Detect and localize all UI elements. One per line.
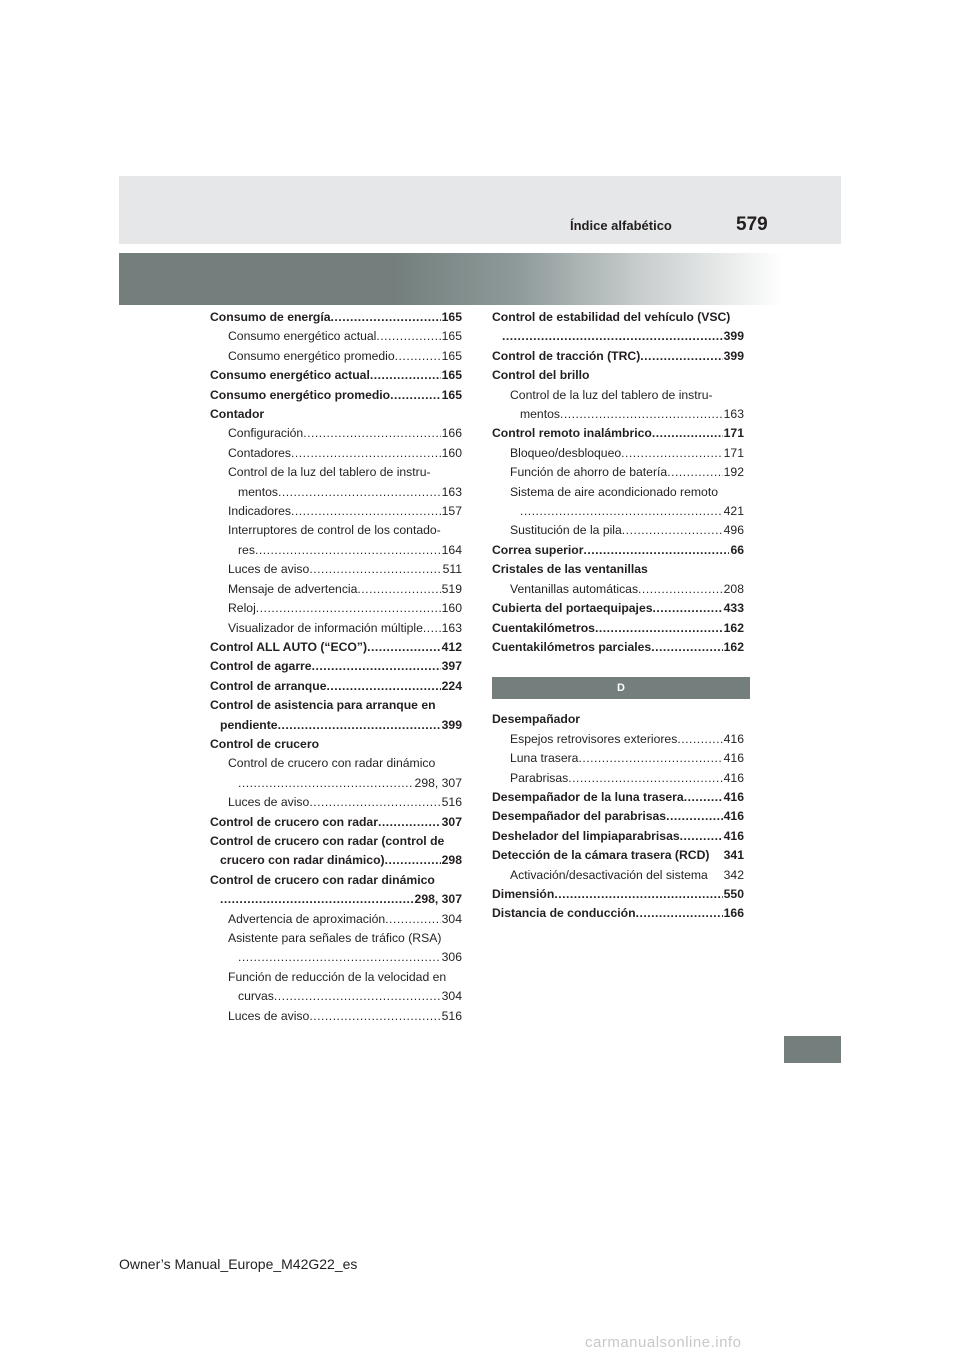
entry-text: Luna trasera [510,751,579,766]
dot-leader [312,657,441,676]
dot-leader [390,386,441,405]
page-reference: 511 [442,562,462,577]
dot-leader [303,424,440,443]
entry-text: Luces de aviso [228,562,310,577]
index-entry [492,788,744,807]
page-reference: 416 [723,731,744,746]
page-reference: 160 [441,445,462,460]
index-entry [210,405,462,424]
dot-leader [423,619,441,638]
index-entry [210,871,462,890]
index-entry [492,885,744,904]
page-reference: 160 [441,601,462,616]
page-reference: 304 [441,911,462,926]
index-subentry [210,580,462,599]
index-subentry [492,483,744,502]
entry-text: Cuentakilómetros parciales [492,639,652,654]
page-reference: 163 [723,407,744,422]
entry-text: Detección de la cámara trasera (RCD) [492,848,710,863]
index-entry [492,308,744,327]
entry-text: Control de crucero con radar [210,814,378,829]
index-entry [210,308,462,327]
page-reference: 412 [441,639,462,654]
page-reference: 171 [723,445,744,460]
index-entry-continuation [210,716,462,735]
entry-text: Ventanillas automáticas [510,581,639,596]
dot-leader [309,793,440,812]
dot-leader [238,948,441,967]
dot-leader [378,813,441,832]
entry-text: Desempañador [492,712,581,727]
dot-leader [278,483,441,502]
section-letter-band: D [492,677,750,699]
entry-text: Desempañador de la luna trasera [492,789,684,804]
entry-text: Activación/desactivación del sistema [510,867,708,882]
page-reference: 399 [723,348,744,363]
page-reference: 306 [441,950,462,965]
entry-text: Control de crucero con radar dinámico [228,756,436,771]
entry-text: Mensaje de advertencia [228,581,358,596]
index-subentry [210,560,462,579]
dot-leader [652,424,723,443]
page-reference: 421 [723,504,744,519]
entry-text: Distancia de conducción [492,906,636,921]
dot-leader [502,327,723,346]
dot-leader [554,885,722,904]
index-entry-continuation [210,774,462,793]
entry-text: Reloj [228,601,256,616]
dot-leader [684,788,723,807]
page-reference: 341 [723,848,744,863]
entry-text: Control de estabilidad del vehículo (VSC) [492,310,731,324]
index-entry [210,832,462,851]
index-subentry [210,327,462,346]
page-reference: 165 [441,387,462,402]
dot-leader [370,366,441,385]
index-entry-continuation [492,502,744,521]
dot-leader [385,851,441,870]
index-entry [210,696,462,715]
dot-leader [291,502,441,521]
index-entry-continuation [210,851,462,870]
entry-text: pendiente [220,717,278,732]
page-reference: 166 [441,426,462,441]
page-number: 579 [736,214,768,235]
index-list-c-continued [492,308,744,657]
entry-text: Asistente para señales de tráfico (RSA) [228,931,442,945]
index-list-d [492,710,744,923]
dot-leader [666,807,723,826]
page-reference: 164 [441,542,462,557]
entry-text: Advertencia de aproximación [228,911,386,926]
entry-text: Control ALL AUTO (“ECO”) [210,639,368,654]
dot-leader [621,444,723,463]
entry-text: Espejos retrovisores exteriores [510,731,678,746]
index-subentry [210,619,462,638]
index-subentry [492,749,744,768]
dot-leader [376,327,440,346]
page-reference: 298, 307 [414,775,462,790]
index-entry [210,386,462,405]
page-reference: 416 [723,809,744,824]
index-entry [210,366,462,385]
dot-leader [395,347,441,366]
index-column-left [210,308,462,1026]
entry-text: Control del brillo [492,368,590,383]
entry-text: Contador [210,407,265,422]
index-entry-continuation [210,541,462,560]
index-subentry [210,968,462,987]
entry-text: Función de ahorro de batería [510,465,668,480]
dot-leader [238,774,414,793]
index-entry-continuation [210,483,462,502]
index-subentry [210,502,462,521]
entry-text: Consumo de energía [210,310,331,324]
entry-text: Control de la luz del tablero de instru- [228,465,431,480]
entry-text: Control de la luz del tablero de instru- [510,387,713,402]
index-subentry [210,1007,462,1026]
dot-leader [256,599,441,618]
dot-leader [651,638,722,657]
page-reference: 165 [441,368,462,383]
entry-text: Consumo energético actual [228,329,377,344]
index-entry [492,619,744,638]
index-subentry [210,929,462,948]
index-entry [210,735,462,754]
index-subentry [210,347,462,366]
entry-text: Deshelador del limpiaparabrisas [492,828,680,843]
entry-text: Consumo energético promedio [210,387,391,402]
page-reference: 416 [723,828,744,843]
dot-leader [667,463,722,482]
page-reference: 162 [723,620,744,635]
index-entry-continuation [492,327,744,346]
index-subentry [492,866,744,885]
index-entry [492,347,744,366]
entry-text: crucero con radar dinámico) [220,853,385,868]
entry-text: Desempañador del parabrisas [492,809,667,824]
entry-text: Bloqueo/desbloqueo [510,445,622,460]
page-reference: 516 [441,795,462,810]
index-entry-continuation [210,948,462,967]
index-entry-continuation [492,405,744,424]
page-reference: 416 [723,789,744,804]
dot-leader [583,541,729,560]
index-entry [492,638,744,657]
entry-text: curvas [238,989,274,1004]
page-reference: 298, 307 [414,892,462,907]
index-subentry [492,521,744,540]
page-reference: 550 [723,886,744,901]
index-subentry [210,444,462,463]
page-reference: 399 [441,717,462,732]
entry-text: Luces de aviso [228,795,310,810]
dot-leader [278,716,441,735]
entry-text: Indicadores [228,504,292,519]
dot-leader [309,1007,440,1026]
page-reference: 224 [441,678,462,693]
entry-text: Contadores [228,445,292,460]
page-reference: 208 [723,581,744,596]
entry-text: Cristales de las ventanillas [492,562,648,577]
page-reference: 165 [441,329,462,344]
dot-leader [640,347,722,366]
entry-text: Control de tracción (TRC) [492,348,641,363]
dot-leader [638,580,723,599]
dot-leader [520,502,723,521]
entry-text: Control remoto inalámbrico [492,426,652,441]
page-reference: 298 [441,853,462,868]
index-subentry [210,424,462,443]
entry-text: Correa superior [492,542,584,557]
page-reference: 165 [441,310,462,324]
index-entry [210,638,462,657]
entry-text: Función de reducción de la velocidad en [228,969,447,984]
index-entry [492,366,744,385]
dot-leader [357,580,440,599]
entry-text: Cubierta del portaequipajes [492,601,653,616]
entry-text: Visualizador de información múltiple [228,620,423,635]
section-title: Índice alfabético [570,218,672,233]
index-subentry [492,463,744,482]
page-reference: 416 [723,770,744,785]
page-reference: 342 [723,867,744,882]
page-reference: 171 [723,426,744,441]
page-reference: 304 [441,989,462,1004]
index-entry [492,846,744,865]
dot-leader [309,560,441,579]
index-subentry [492,444,744,463]
entry-text: Parabrisas [510,770,569,785]
index-entry [492,560,744,579]
entry-text: Control de crucero [210,736,320,751]
index-subentry [492,386,744,405]
page-reference: 397 [441,659,462,674]
page-reference: 399 [723,329,744,344]
entry-text: Dimensión [492,886,555,901]
page-reference: 192 [723,465,744,480]
index-entry [492,599,744,618]
entry-text: Luces de aviso [228,1008,310,1023]
index-subentry [210,599,462,618]
entry-text: res [238,542,255,557]
dot-leader [636,904,723,923]
index-subentry [492,730,744,749]
index-entry-continuation [210,890,462,909]
page-reference: 66 [730,542,744,557]
page-reference: 516 [441,1008,462,1023]
page-reference: 307 [441,814,462,829]
index-subentry [210,754,462,773]
dot-leader [680,827,723,846]
dot-leader [653,599,723,618]
dot-leader [677,730,722,749]
dot-leader [385,910,440,929]
dot-leader [367,638,441,657]
dot-leader [291,444,441,463]
entry-text: Sistema de aire acondicionado remoto [510,484,718,499]
dot-leader [568,769,722,788]
entry-text: Sustitución de la pila [510,523,622,538]
dot-leader [578,749,722,768]
page-reference: 157 [441,504,462,519]
entry-text: Control de arranque [210,678,327,693]
index-subentry [210,793,462,812]
dot-leader [595,619,723,638]
index-entry-continuation [210,987,462,1006]
index-entry [492,827,744,846]
entry-text: Consumo energético promedio [228,348,395,363]
footer-manual-id: Owner’s Manual_Europe_M42G22_es [119,1256,358,1272]
index-subentry [210,521,462,540]
dot-leader [560,405,723,424]
dot-leader [255,541,441,560]
dot-leader [326,677,440,696]
chapter-tab [784,1036,841,1063]
entry-text: Interruptores de control de los contado- [228,523,441,538]
index-entry [492,807,744,826]
page-reference: 166 [723,906,744,921]
index-entry [210,677,462,696]
index-column-right [492,308,744,924]
index-entry [210,657,462,676]
index-subentry [492,580,744,599]
entry-text: Cuentakilómetros [492,620,595,635]
entry-text: Control de asistencia para arranque en [210,698,436,713]
dot-leader [622,521,723,540]
index-subentry [210,463,462,482]
entry-text: Control de agarre [210,659,312,674]
page-reference: 519 [441,581,462,596]
index-entry [492,710,744,729]
page-reference: 163 [441,620,462,635]
entry-text: mentos [520,407,560,422]
index-subentry [210,910,462,929]
page-reference: 416 [723,751,744,766]
page-reference: 163 [441,484,462,499]
entry-text: mentos [238,484,278,499]
page-reference: 165 [441,348,462,363]
page-reference: 496 [723,523,744,538]
index-entry [210,813,462,832]
index-entry [492,424,744,443]
header-band [119,176,841,244]
page-reference: 433 [723,601,744,616]
entry-text: Configuración [228,426,304,441]
entry-text: Control de crucero con radar (control de [210,833,445,848]
entry-text: Consumo energético actual [210,368,370,383]
watermark: carmanualsonline.info [585,1334,742,1351]
header-gradient-bar [119,253,841,305]
dot-leader [274,987,441,1006]
page-reference: 162 [723,639,744,654]
entry-text: Control de crucero con radar dinámico [210,872,435,887]
index-entry [492,904,744,923]
dot-leader [331,308,441,327]
dot-leader [220,890,414,909]
index-entry [492,541,744,560]
index-subentry [492,769,744,788]
